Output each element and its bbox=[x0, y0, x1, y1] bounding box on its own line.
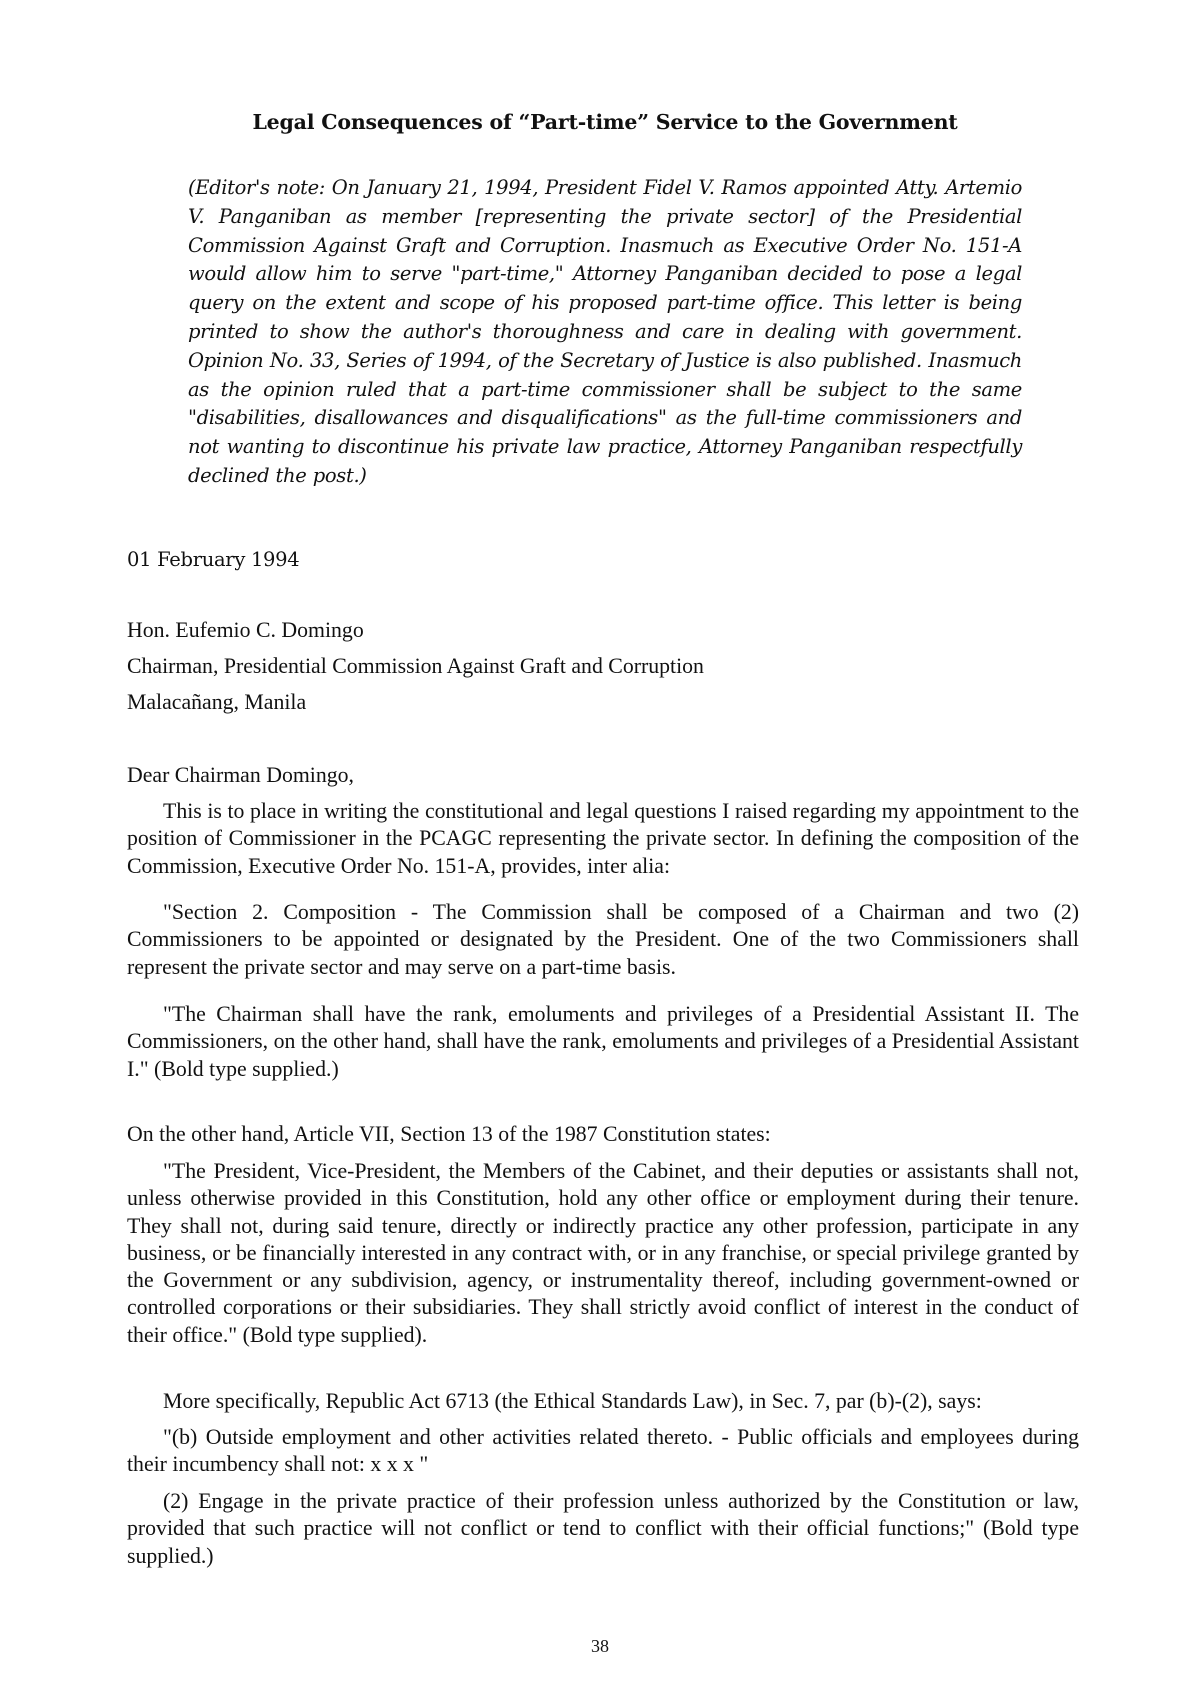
paragraph-4: On the other hand, Article VII, Section 13 of the 1987 Constitution states: bbox=[127, 1122, 771, 1146]
addressee-name: Hon. Eufemio C. Domingo bbox=[127, 618, 364, 642]
addressee-position: Chairman, Presidential Commission Against Graft and Corruption bbox=[127, 654, 704, 678]
paragraph-8-quote: (2) Engage in the private practice of their profession unless authorized by the Constitution or law, provided that such practice will not conflict or tend to conflict with their official functions;" (Bold type supplied.) bbox=[127, 1489, 1079, 1568]
page-number: 38 bbox=[591, 1636, 609, 1656]
document-title: Legal Consequences of “Part-time” Service to the Government bbox=[252, 110, 958, 134]
paragraph-2-quote: "Section 2. Composition - The Commission shall be composed of a Chairman and two (2) Commissioners to be appointed or designated by the President. One of the two Commissioners shall represent the private sector and may serve on a part-time basis. bbox=[127, 900, 1079, 979]
paragraph-6: More specifically, Republic Act 6713 (the Ethical Standards Law), in Sec. 7, par (b)-(2), says: bbox=[163, 1389, 982, 1413]
paragraph-1: This is to place in writing the constitutional and legal questions I raised regarding my appointment to the position of Commissioner in the PCAGC representing the private sector. In defining the composition of the Commission, Executive Order No. 151-A, provides, inter alia: bbox=[127, 799, 1079, 878]
paragraph-3-quote: "The Chairman shall have the rank, emoluments and privileges of a Presidential Assistant II. The Commissioners, on the other hand, shall have the rank, emoluments and privileges of a Presidential Assistant I." (Bold type supplied.) bbox=[127, 1002, 1079, 1081]
paragraph-5-quote: "The President, Vice-President, the Members of the Cabinet, and their deputies or assistants shall not, unless otherwise provided in this Constitution, hold any other office or employment during their tenure. They shall not, during said tenure, directly or indirectly practice any other profession, participate in any business, or be financially interested in any contract with, or in any franchise, or special privilege granted by the Government or any subdivision, agency, or instrumentality thereof, including government-owned or controlled corporations or their subsidiaries. They shall strictly avoid conflict of interest in the conduct of their office." (Bold type supplied). bbox=[127, 1159, 1079, 1347]
salutation: Dear Chairman Domingo, bbox=[127, 763, 354, 787]
editor-note: (Editor's note: On January 21, 1994, President Fidel V. Ramos appointed Atty. Artemio V. Panganiban as member [representing the private sector] of the Presidential Commission Against Graft and Corruption. Inasmuch as Executive Order No. 151-A would allow him to serve "part-time," Attorney Panganiban decided to pose a legal query on the extent and scope of his proposed part-time office. This letter is being printed to show the author's thoroughness and care in dealing with government. Opinion No. 33, Series of 1994, of the Secretary of Justice is also published. Inasmuch as the opinion ruled that a part-time commissioner shall be subject to the same "disabilities, disallowances and disqualifications" as the full-time commissioners and not wanting to discontinue his private law practice, Attorney Panganiban respectfully declined the post.) bbox=[188, 176, 1022, 487]
paragraph-7-quote: "(b) Outside employment and other activities related thereto. - Public officials and employees during their incumbency shall not: x x x " bbox=[127, 1425, 1079, 1477]
addressee-location: Malacañang, Manila bbox=[127, 690, 307, 714]
letter-date: 01 February 1994 bbox=[127, 548, 300, 571]
